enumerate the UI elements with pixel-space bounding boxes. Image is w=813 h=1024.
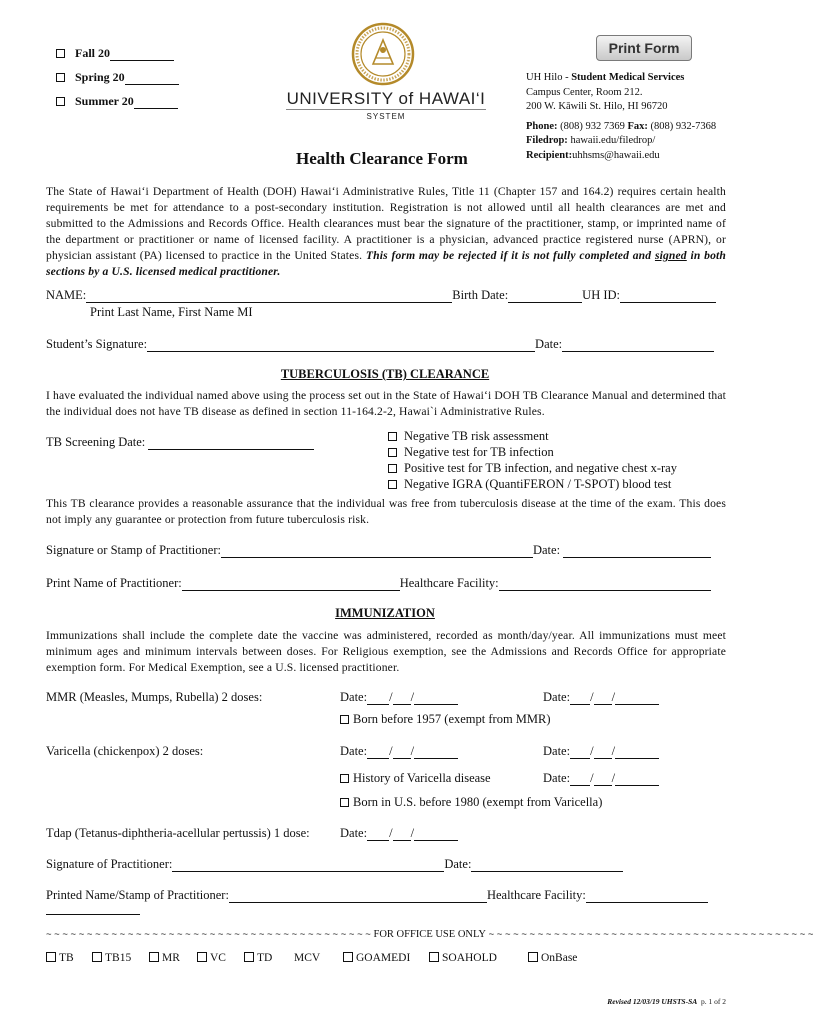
office-item-goamedi[interactable]: GOAMEDI [343,952,410,964]
mmr-exempt-checkbox[interactable] [340,715,349,724]
print-form-button[interactable]: Print Form [596,35,692,61]
mmr-exempt-option[interactable]: Born before 1957 (exempt from MMR) [340,712,551,727]
tb-date-field[interactable] [563,545,711,558]
uh-seal-icon [351,22,415,86]
immunization-heading: IMMUNIZATION [335,606,435,620]
uh-id-field[interactable] [620,290,716,303]
varicella-exempt-option[interactable]: Born in U.S. before 1980 (exempt from Varicella) [340,795,602,810]
varicella-date-2[interactable]: Date: / / [543,744,659,759]
summer-year-field[interactable] [134,96,178,109]
tb-heading: TUBERCULOSIS (TB) CLEARANCE [280,367,490,381]
name-hint: Print Last Name, First Name MI [90,305,253,319]
tb-risk-checkbox[interactable] [388,432,397,441]
office-item-vc[interactable]: VC [197,952,226,964]
office-item-td[interactable]: TD [244,952,272,964]
tb-screening-row: TB Screening Date: [46,435,314,450]
varicella-history-option[interactable]: History of Varicella disease [340,771,491,786]
tb-igra-checkbox[interactable] [388,480,397,489]
tb-intro: I have evaluated the individual named above using the process set out in the State of Hawai‘i DOH TB Clearance Manual and determined that the individual does not have TB disease as defined in section 11-164.2-2, Hawai`i Administrative Rules. [46,389,727,418]
fall-year-field[interactable] [110,48,174,61]
imm-facility-continuation[interactable] [46,914,140,915]
varicella-history-checkbox[interactable] [340,774,349,783]
student-signature-field[interactable] [147,339,535,352]
varicella-label: Varicella (chickenpox) 2 doses: [46,744,204,758]
imm-signature-field[interactable] [172,859,444,872]
mmr-date-1[interactable]: Date: / / [340,690,458,705]
spring-year-field[interactable] [125,72,179,85]
tb-practitioner-row: Print Name of Practitioner: Healthcare Facility: [46,576,711,591]
office-use-divider: ~ ~ ~ ~ ~ ~ ~ ~ ~ ~ ~ ~ ~ ~ ~ ~ ~ ~ ~ ~ ~ ~ ~ ~ ~ ~ ~ ~ ~ ~ ~ ~ ~ ~ ~ ~ ~ ~ ~ ~ FOR OFFICE USE ONLY ~ ~ ~ ~ ~ ~ ~ ~ ~ ~ ~ ~ ~ ~ ~ ~ ~ ~ ~ ~ ~ ~ ~ ~ ~ ~ ~ ~ ~ ~ ~ ~ ~ ~ ~ ~ ~ ~ ~ ~ [46,929,813,940]
term-fall[interactable]: Fall 20 [56,46,174,61]
office-item-tb[interactable]: TB [46,952,74,964]
tb-option-risk[interactable]: Negative TB risk assessment [388,428,677,444]
spring-checkbox[interactable] [56,73,65,82]
tb-signature-field[interactable] [221,545,533,558]
uh-system-label: SYSTEM [286,109,486,121]
filedrop-link[interactable]: hawaii.edu/filedrop/ [570,135,656,146]
tb-xray-checkbox[interactable] [388,464,397,473]
recipient-email[interactable]: uhhsms@hawaii.edu [572,149,660,161]
summer-checkbox[interactable] [56,97,65,106]
tb-facility-field[interactable] [499,578,711,591]
name-field[interactable] [86,290,452,303]
term-spring[interactable]: Spring 20 [56,70,179,85]
tb-practitioner-name-field[interactable] [182,578,400,591]
varicella-exempt-checkbox[interactable] [340,798,349,807]
birth-date-field[interactable] [508,290,582,303]
office-item-mr[interactable]: MR [149,952,180,964]
tb-option-test[interactable]: Negative test for TB infection [388,444,677,460]
tdap-date[interactable]: Date: / / [340,826,458,841]
imm-signature-row: Signature of Practitioner: Date: [46,857,623,872]
mmr-date-2[interactable]: Date: / / [543,690,659,705]
tb-option-xray[interactable]: Positive test for TB infection, and negative chest x-ray [388,460,677,476]
uh-wordmark: UNIVERSITY of HAWAI‘I [286,89,486,108]
footer-revision: Revised 12/03/19 UHSTS-SA p. 1 of 2 [607,997,726,1006]
student-signature-row: Student’s Signature: Date: [46,337,714,352]
tb-disclaimer: This TB clearance provides a reasonable assurance that the individual was free from tuberculosis disease at the time of the exam. This does not imply any guarantee or protection from future tuberculosis risk. [46,497,726,526]
page-title: Health Clearance Form [296,149,468,168]
imm-facility-field[interactable] [586,890,708,903]
varicella-history-date[interactable]: Date: / / [543,771,659,786]
immunization-intro: Immunizations shall include the complete date the vaccine was administered, recorded as month/day/year. All immunizations must meet minimum ages and minimum intervals between doses. For Religious exemption, see the Admissions and Records Office for appropriate exemption form. For Medical Exemption, see a U.S. licensed practitioner. [46,629,726,674]
imm-stamp-row: Printed Name/Stamp of Practitioner: Healthcare Facility: [46,888,708,903]
fall-checkbox[interactable] [56,49,65,58]
tdap-label: Tdap (Tetanus-diphtheria-acellular pertussis) 1 dose: [46,826,310,840]
imm-stamp-field[interactable] [229,890,487,903]
imm-date-field[interactable] [471,859,623,872]
office-item-soahold[interactable]: SOAHOLD [429,952,497,964]
name-row: NAME: Birth Date: UH ID: [46,288,716,303]
contact-block: UH Hilo - Student Medical Services Campus Center, Room 212. 200 W. Kāwili St. Hilo, HI 96720 Phone: (808) 932 7369 Fax: (808) 932-7368 Filedrop: hawaii.edu/filedrop/ Recipient:uhhsms@hawaii.edu [526,72,717,161]
office-item-mcv: MCV [294,952,321,964]
tb-test-checkbox[interactable] [388,448,397,457]
student-date-field[interactable] [562,339,714,352]
mmr-label: MMR (Measles, Mumps, Rubella) 2 doses: [46,690,263,704]
tb-signature-row: Signature or Stamp of Practitioner: Date: [46,543,711,558]
tb-screening-date-field[interactable] [148,437,314,450]
intro-paragraph: The State of Hawai‘i Department of Health (DOH) Hawai‘i Administrative Rules, Title 11 (Chapter 157 and 164.2) requires certain health requirements be met for attendance to a post-secondary institution. Registration is not allowed until all health clearances are met and submitted to the Admissions and Records Office. Health clearances must bear the signature of the practitioner, stamp, or imprinted name of the department or practitioner or name of licensed facility. A practitioner is a physician, advanced practice registered nurse (APRN), or physician assistant (PA) licensed to practice in the United States. This form may be rejected if it is not fully completed and signed in both sections by a U.S. licensed medical practitioner. [46,185,726,278]
office-item-tb15[interactable]: TB15 [92,952,131,964]
office-item-onbase[interactable]: OnBase [528,952,577,964]
term-summer[interactable]: Summer 20 [56,94,178,109]
tb-option-igra[interactable]: Negative IGRA (QuantiFERON / T-SPOT) blood test [388,476,677,492]
varicella-date-1[interactable]: Date: / / [340,744,458,759]
tb-options [388,428,677,492]
